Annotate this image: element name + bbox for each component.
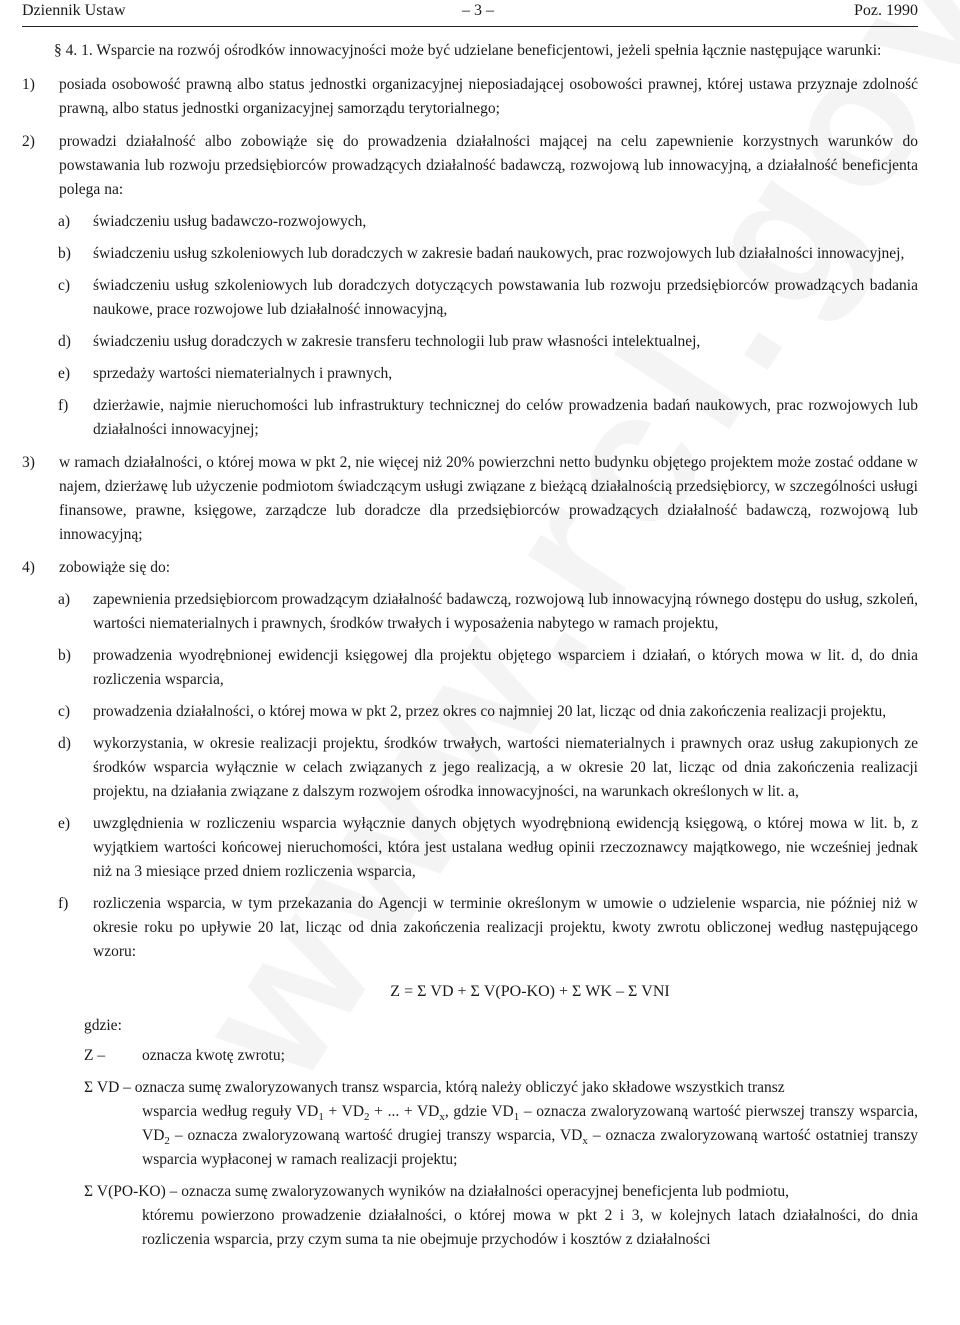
sub-item: [22, 210, 918, 234]
definition-symbol: Σ VD: [84, 1079, 120, 1096]
definition-text: – oznacza sumę zwaloryzowanych transz wsparcia, którą należy obliczyć jako składowe wszystkich transz: [123, 1079, 785, 1096]
list-item: [22, 73, 918, 121]
definition-text: – oznacza sumę zwaloryzowanych wyników na działalności operacyjnej beneficjenta lub podmiotu,: [169, 1183, 789, 1200]
sub-item-text: dzierżawie, najmie nieruchomości lub infrastruktury technicznej do celów prowadzenia badań naukowych, prac rozwojowych lub działalności innowacyjnej;: [93, 397, 918, 438]
item-text: posiada osobowość prawną albo status jednostki organizacyjnej nieposiadającej osobowości prawnej, której ustawa przyznaje zdolność prawną, albo status jednostki organizacyjnej samorządu terytorialnego;: [59, 76, 918, 117]
sub-item: [22, 892, 918, 964]
definition-body: wsparcia według reguły $VD_1 + VD_2$ + ... + $VD_x$, gdzie $VD_1$ – oznacza zwaloryzowaną wartość pierwszej transzy wsparcia, $VD_2$ – oznacza zwaloryzowaną wartość drugiej transzy wsparcia, $VD_x$ – oznacza zwaloryzowaną wartość ostatniej transzy wsparcia wypłaconej w ramach realizacji projektu;: [142, 1103, 918, 1168]
formula: Z = Σ VD + Σ V(PO-KO) + Σ WK – Σ VNI: [390, 983, 670, 1000]
definition-z: [22, 1044, 918, 1068]
sub-item-letter: d): [58, 735, 71, 752]
sub-item-text: świadczeniu usług szkoleniowych lub doradczych dotyczących powstawania lub rozwoju przedsiębiorców prowadzących badania naukowe, prace rozwojowe lub działalność innowacyjną,: [93, 277, 918, 318]
sub-item: [22, 700, 918, 724]
sub-item-letter: a): [58, 213, 71, 230]
item-number: 2): [22, 133, 35, 150]
sub-item-letter: c): [58, 703, 71, 720]
page-number: – 3 –: [462, 2, 494, 19]
definition-vpo: [84, 1180, 918, 1252]
definition-body: któremu powierzono prowadzenie działalności, o której mowa w pkt 2 i 3, w kolejnych latach działalności, do dnia rozliczenia wsparcia, przy czym suma ta nie obejmuje przychodów i kosztów z działalności: [142, 1207, 918, 1248]
sub-item-text: uwzględnienia w rozliczeniu wsparcia wyłącznie danych objętych wyodrębnioną ewidencją księgową, o której mowa w lit. b, z wyjątkiem wartości końcowej nieruchomości, która jest ustalana według opinii rzeczoznawcy majątkowego, nie wcześniej jednak niż na 3 miesiące przed dniem rozliczenia wsparcia,: [93, 815, 918, 880]
definition-text: oznacza kwotę zwrotu;: [142, 1047, 285, 1064]
item-text: zobowiąże się do:: [59, 559, 171, 576]
sub-item: [22, 242, 918, 266]
document-page: [22, 0, 918, 1252]
sub-item-text: świadczeniu usług szkoleniowych lub doradczych w zakresie badań naukowych, prac rozwojowych lub działalności innowacyjnej,: [93, 245, 905, 262]
sub-item: [22, 274, 918, 322]
sub-item-letter: d): [58, 333, 71, 350]
sub-item-letter: e): [58, 815, 71, 832]
position-number: Poz. 1990: [854, 2, 918, 19]
list-item: [22, 130, 918, 202]
item-number: 3): [22, 454, 35, 471]
sub-item-text: prowadzenia wyodrębnionej ewidencji księgowej dla projektu objętego wsparciem i działań, o których mowa w lit. d, do dnia rozliczenia wsparcia,: [93, 647, 918, 688]
paragraph-intro: § 4. 1. Wsparcie na rozwój ośrodków innowacyjności może być udzielane beneficjentowi, jeżeli spełnia łącznie następujące warunki:: [54, 42, 882, 59]
sub-item: [22, 812, 918, 884]
definition-symbol: Σ V(PO-KO): [84, 1183, 166, 1200]
sub-item-letter: e): [58, 365, 71, 382]
sub-item: [22, 644, 918, 692]
sub-item-letter: f): [58, 397, 69, 414]
sub-item-text: zapewnienia przedsiębiorcom prowadzącym działalność badawczą, rozwojową lub innowacyjną równego dostępu do usług, szkoleń, wartości niematerialnych i prawnych, środków trwałych i wyposażenia nabytego w ramach projektu,: [93, 591, 918, 632]
sub-item-text: wykorzystania, w okresie realizacji projektu, środków trwałych, wartości niematerialnych i prawnych oraz usług zakupionych ze środków wsparcia wyłącznie w celach związanych z jego realizacją, a w okresie 20 lat, licząc od dnia zakończenia realizacji projektu, na działania związane z dalszym rozwojem ośrodka innowacyjności, na warunkach określonych w lit. a,: [93, 735, 918, 800]
sub-item-text: świadczeniu usług doradczych w zakresie transferu technologii lub praw własności intelektualnej,: [93, 333, 701, 350]
item-text: w ramach działalności, o której mowa w pkt 2, nie więcej niż 20% powierzchni netto budynku objętego projektem może zostać oddane w najem, dzierżawę lub użyczenie podmiotom świadczącym usługi związane z bieżącą działalnością przedsiębiorcy, w szczególności usługi finansowe, prawne, księgowe, zarządcze lub doradcze dla przedsiębiorców prowadzących działalność badawczą, rozwojową lub innowacyjną;: [59, 454, 918, 543]
definition-symbol: Z –: [84, 1047, 106, 1064]
sub-item-text: prowadzenia działalności, o której mowa w pkt 2, przez okres co najmniej 20 lat, licząc od dnia zakończenia realizacji projektu,: [93, 703, 887, 720]
sub-item: [22, 330, 918, 354]
item-text: prowadzi działalność albo zobowiąże się do prowadzenia działalności mającej na celu zapewnienie korzystnych warunków do powstawania lub rozwoju przedsiębiorców prowadzących działalność badawczą, rozwojową lub innowacyjną, a działalność beneficjenta polega na:: [59, 133, 918, 198]
definition-vd: [84, 1076, 918, 1172]
journal-title: Dziennik Ustaw: [22, 2, 126, 19]
sub-item-text: sprzedaży wartości niematerialnych i prawnych,: [93, 365, 393, 382]
page-header: [22, 0, 918, 27]
sub-item-letter: b): [58, 245, 71, 262]
where-label: gdzie:: [84, 1017, 122, 1034]
sub-item-text: świadczeniu usług badawczo-rozwojowych,: [93, 213, 367, 230]
item-number: 4): [22, 559, 35, 576]
sub-item: [22, 394, 918, 442]
sub-item-letter: c): [58, 277, 71, 294]
sub-item-letter: f): [58, 895, 69, 912]
list-item: [22, 451, 918, 547]
sub-item: [22, 588, 918, 636]
list-item: [22, 556, 918, 580]
sub-item: [22, 732, 918, 804]
sub-item: [22, 362, 918, 386]
sub-item-letter: a): [58, 591, 71, 608]
sub-item-letter: b): [58, 647, 71, 664]
sub-item-text: rozliczenia wsparcia, w tym przekazania do Agencji w terminie określonym w umowie o udzielenie wsparcia, nie później niż w okresie roku po upływie 20 lat, licząc od dnia zakończenia realizacji projektu, kwoty zwrotu obliczonej według następującego wzoru:: [93, 895, 918, 960]
item-number: 1): [22, 76, 35, 93]
